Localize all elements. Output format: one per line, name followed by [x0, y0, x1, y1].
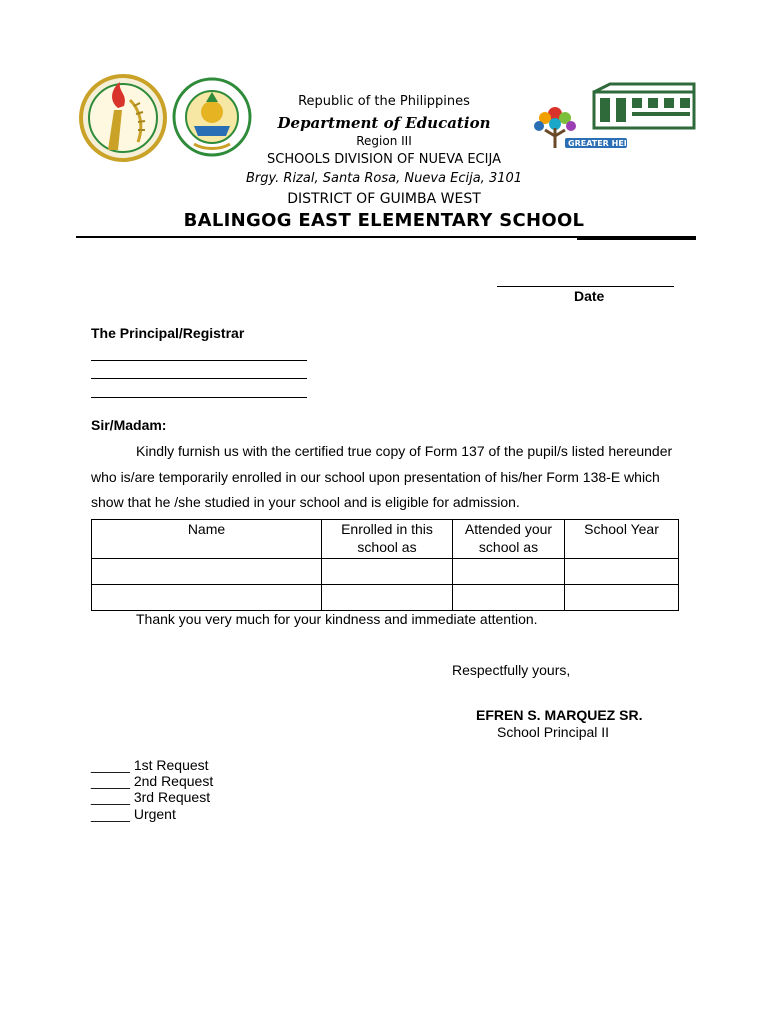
request-label: 2nd Request: [133, 773, 214, 789]
body-line-3: show that he /she studied in your school and is eligible for admission.: [91, 494, 520, 510]
table-cell[interactable]: [322, 559, 453, 585]
table-cell[interactable]: [453, 585, 565, 611]
division-text: SCHOOLS DIVISION OF NUEVA ECIJA: [267, 152, 501, 167]
addressee: The Principal/Registrar: [91, 325, 245, 341]
request-blank[interactable]: _____: [91, 773, 130, 789]
svg-text:GREATER HEIGHTS: GREATER HEIGHTS: [568, 139, 652, 148]
date-label: Date: [574, 288, 605, 304]
col-enrolled-header: Enrolled in this school as: [322, 520, 453, 559]
col-attended-header: Attended your school as: [453, 520, 565, 559]
closing-text: Respectfully yours,: [452, 662, 571, 678]
request-label: Urgent: [133, 806, 176, 822]
signatory-name: EFREN S. MARQUEZ SR.: [476, 707, 643, 723]
table-header-row: [92, 520, 679, 559]
table-cell[interactable]: [92, 559, 322, 585]
col-school-year-header: School Year: [565, 520, 679, 559]
table-cell[interactable]: [322, 585, 453, 611]
col-name-header: Name: [92, 520, 322, 559]
table-cell[interactable]: [453, 559, 565, 585]
table-row: [92, 559, 679, 585]
salutation: Sir/Madam:: [91, 417, 167, 433]
republic-text: Republic of the Philippines: [298, 94, 470, 109]
address-line-3: [91, 397, 307, 398]
request-label: 1st Request: [133, 757, 209, 773]
request-blank[interactable]: _____: [91, 757, 130, 773]
table-cell[interactable]: [565, 559, 679, 585]
address-line-2: [91, 378, 307, 379]
address-line-1: [91, 360, 307, 361]
request-label: 3rd Request: [133, 789, 211, 805]
request-blank[interactable]: _____: [91, 789, 130, 805]
table-cell[interactable]: [92, 585, 322, 611]
request-item: [91, 806, 176, 822]
request-item: [91, 757, 209, 773]
district-text: DISTRICT OF GUIMBA WEST: [287, 191, 481, 207]
table-row: [92, 585, 679, 611]
body-line-1: Kindly furnish us with the certified true copy of Form 137 of the pupil/s listed hereunder: [136, 443, 673, 459]
request-blank[interactable]: _____: [91, 806, 130, 822]
address-text: Brgy. Rizal, Santa Rosa, Nueva Ecija, 3101: [245, 171, 523, 186]
region-text: Region III: [356, 134, 412, 148]
school-name: BALINGOG EAST ELEMENTARY SCHOOL: [183, 210, 585, 231]
table-cell[interactable]: [565, 585, 679, 611]
header-divider-accent: [577, 238, 696, 240]
signatory-title: School Principal II: [497, 724, 610, 740]
body-line-2: who is/are temporarily enrolled in our school upon presentation of his/her Form 138-E which: [91, 469, 660, 485]
department-text: Department of Education: [277, 114, 491, 132]
date-line: [497, 286, 674, 287]
request-item: [91, 773, 213, 789]
pupils-table: [91, 519, 679, 611]
request-item: [91, 789, 210, 805]
thanks-text: Thank you very much for your kindness and immediate attention.: [136, 611, 538, 627]
